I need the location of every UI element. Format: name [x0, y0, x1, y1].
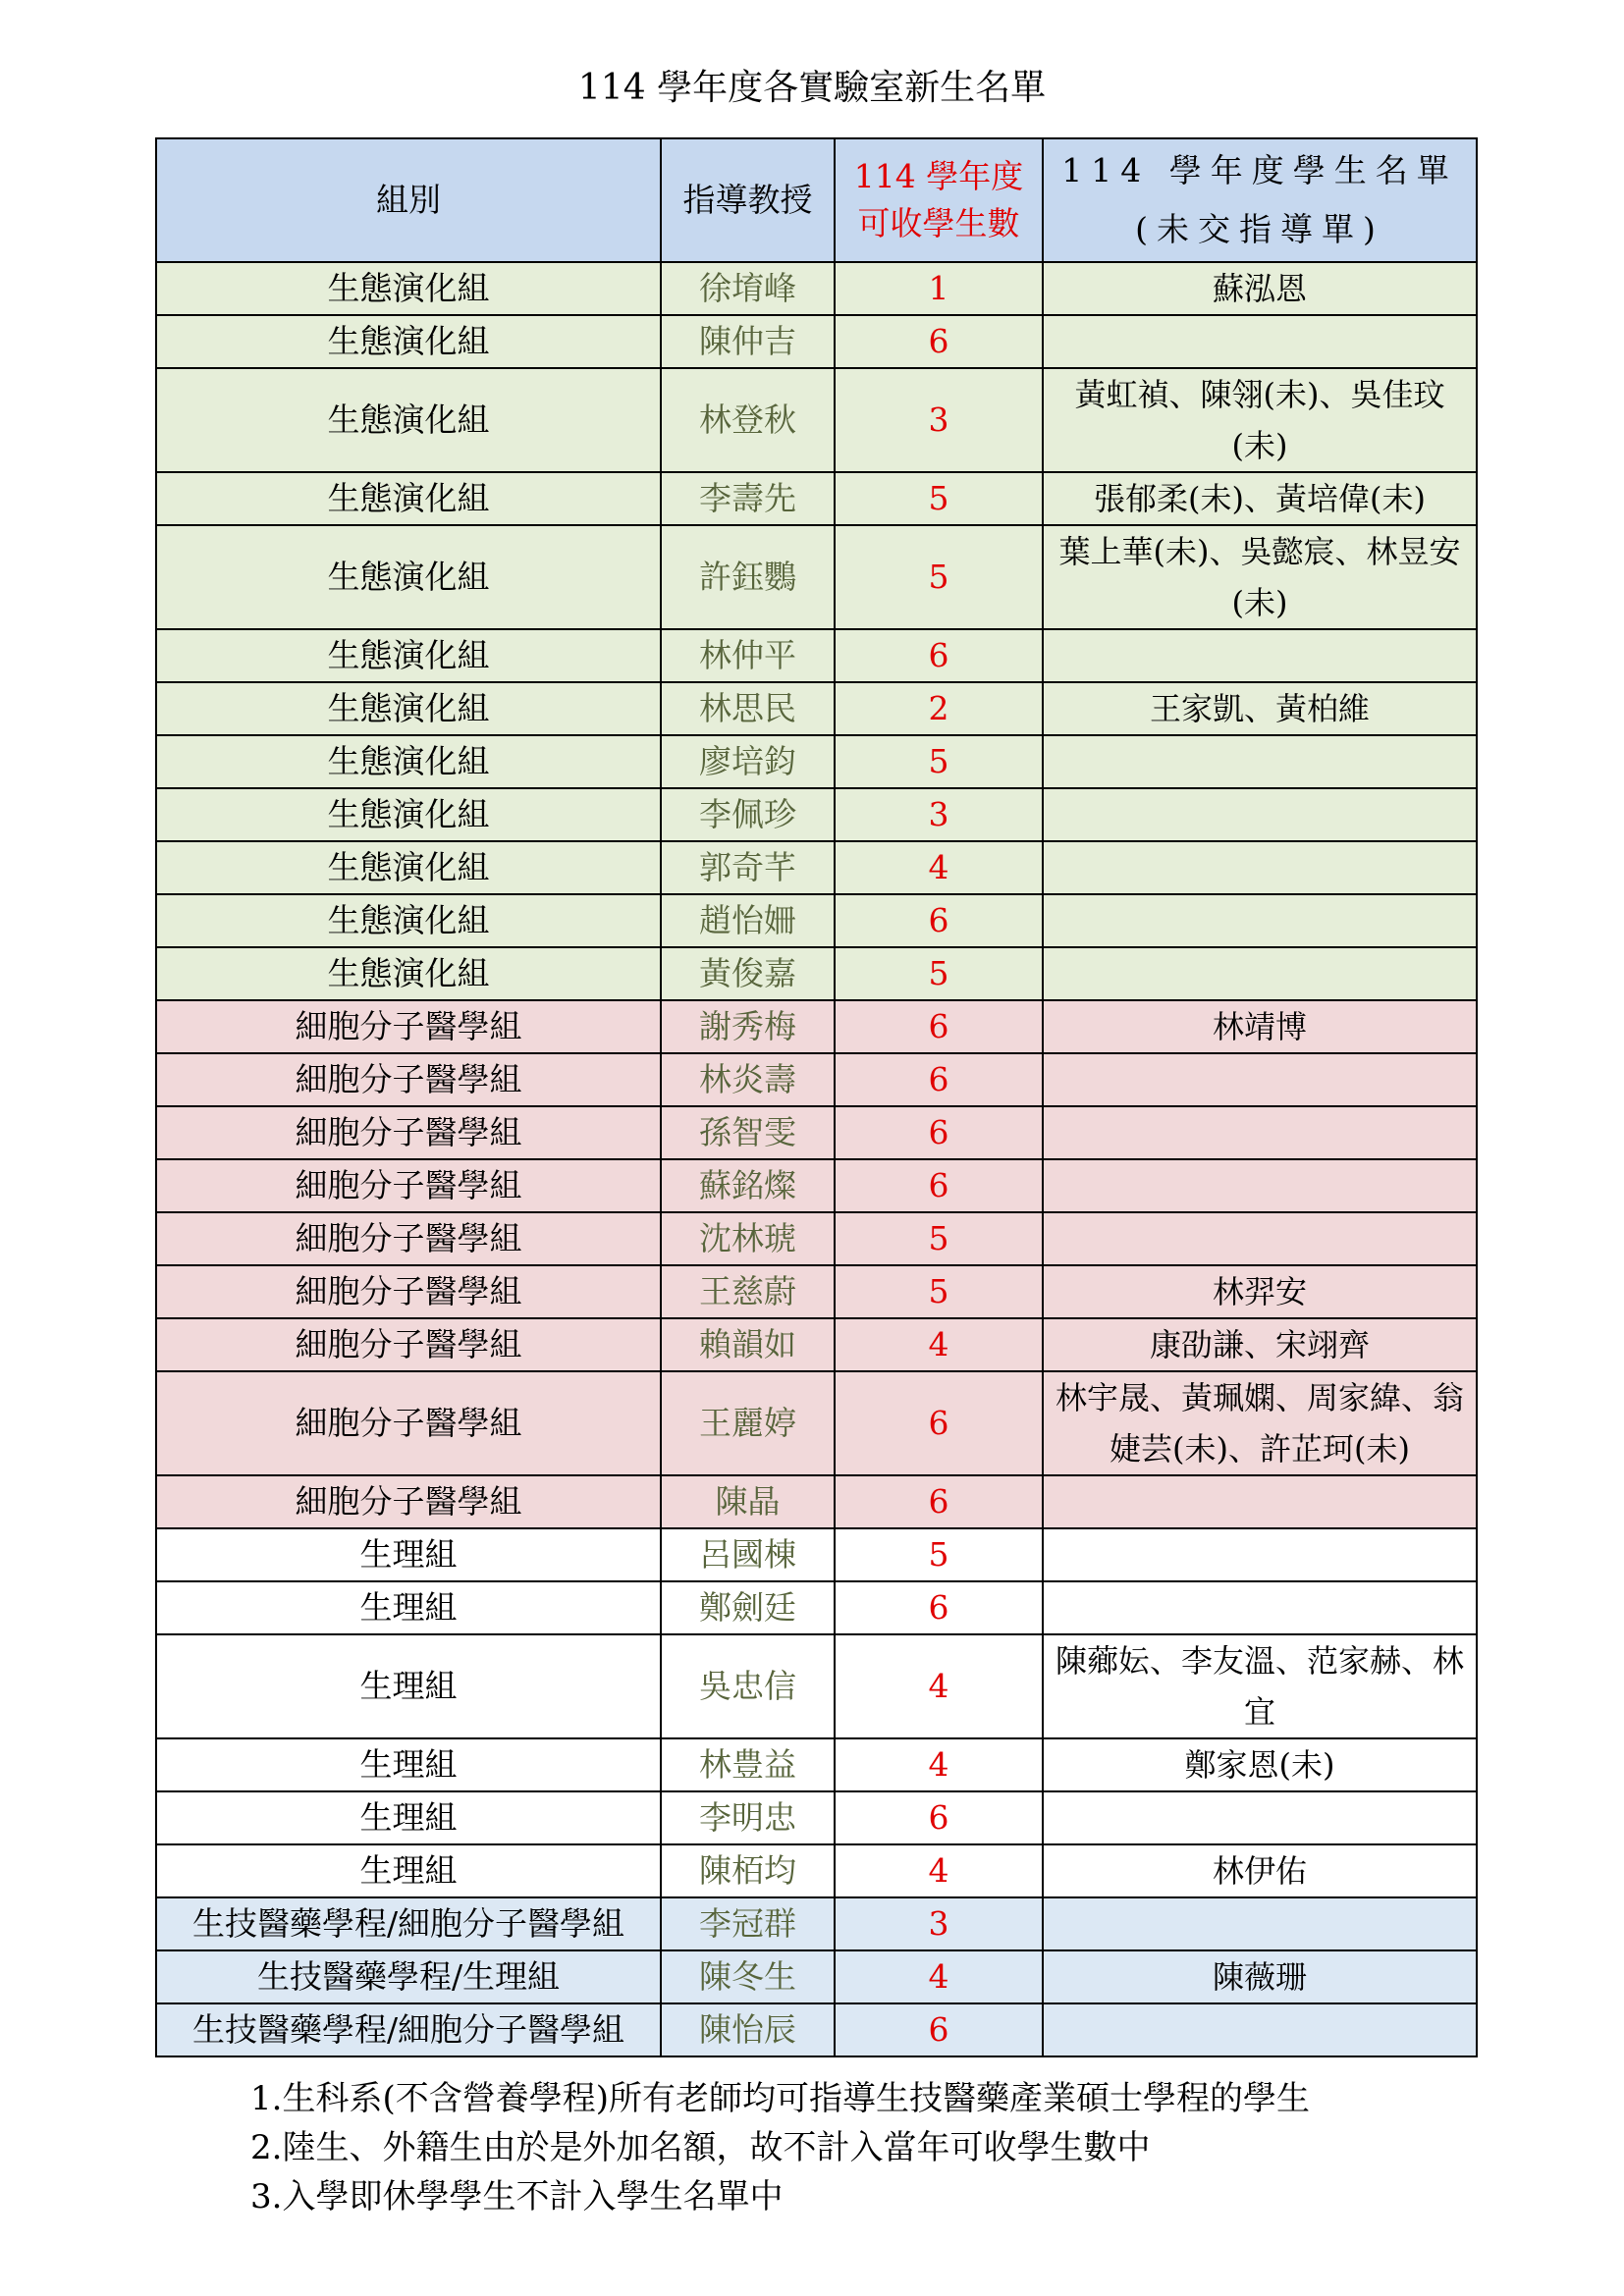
- professor-cell: 王慈蔚: [661, 1265, 835, 1318]
- students-cell: [1043, 788, 1477, 841]
- header-quota-line1: 114 學年度: [853, 157, 1024, 195]
- quota-cell: 4: [835, 1950, 1043, 2003]
- header-quota: [835, 138, 1043, 262]
- professor-cell: 林思民: [661, 682, 835, 735]
- professor-cell: 鄭劍廷: [661, 1581, 835, 1634]
- professor-cell: 李佩珍: [661, 788, 835, 841]
- table-row: [156, 1475, 1477, 1528]
- professor-cell: 趙怡姍: [661, 894, 835, 947]
- students-cell: 康劭謙、宋翊齊: [1043, 1318, 1477, 1371]
- table-row: [156, 1000, 1477, 1053]
- quota-cell: 6: [835, 1106, 1043, 1159]
- table-body: [156, 262, 1477, 2056]
- quota-cell: 6: [835, 1475, 1043, 1528]
- professor-cell: 郭奇芊: [661, 841, 835, 894]
- group-cell: 細胞分子醫學組: [156, 1371, 661, 1475]
- group-cell: 生理組: [156, 1581, 661, 1634]
- students-cell: [1043, 1159, 1477, 1212]
- students-cell: [1043, 1475, 1477, 1528]
- students-cell: 鄭家恩(未): [1043, 1738, 1477, 1791]
- students-cell: 林伊佑: [1043, 1844, 1477, 1897]
- table-row: [156, 788, 1477, 841]
- quota-cell: 4: [835, 841, 1043, 894]
- quota-cell: 5: [835, 947, 1043, 1000]
- group-cell: 細胞分子醫學組: [156, 1106, 661, 1159]
- table-row: [156, 525, 1477, 629]
- table-row: [156, 1265, 1477, 1318]
- table-row: [156, 1106, 1477, 1159]
- table-row: [156, 682, 1477, 735]
- students-cell: [1043, 1528, 1477, 1581]
- table-row: [156, 894, 1477, 947]
- page-title: 114 學年度各實驗室新生名單: [577, 68, 1047, 108]
- students-cell: [1043, 947, 1477, 1000]
- professor-cell: 陳栢均: [661, 1844, 835, 1897]
- quota-cell: 6: [835, 2003, 1043, 2056]
- students-cell: [1043, 735, 1477, 788]
- table-row: [156, 2003, 1477, 2056]
- table-row: [156, 1159, 1477, 1212]
- quota-cell: 6: [835, 1791, 1043, 1844]
- table-row: [156, 629, 1477, 682]
- table-row: [156, 1950, 1477, 2003]
- quota-cell: 5: [835, 1265, 1043, 1318]
- students-cell: 張郁柔(未)、黃培偉(未): [1043, 472, 1477, 525]
- group-cell: 生理組: [156, 1528, 661, 1581]
- students-cell: [1043, 1897, 1477, 1950]
- group-cell: 生態演化組: [156, 788, 661, 841]
- students-cell: 林羿安: [1043, 1265, 1477, 1318]
- quota-cell: 6: [835, 1371, 1043, 1475]
- quota-cell: 3: [835, 788, 1043, 841]
- group-cell: 生態演化組: [156, 894, 661, 947]
- quota-cell: 6: [835, 315, 1043, 368]
- professor-cell: 吳忠信: [661, 1634, 835, 1738]
- footnote-3: 3.入學即休學學生不計入學生名單中: [250, 2177, 784, 2216]
- header-professor: 指導教授: [661, 138, 835, 262]
- group-cell: 生理組: [156, 1738, 661, 1791]
- students-cell: 王家凱、黃柏維: [1043, 682, 1477, 735]
- professor-cell: 陳冬生: [661, 1950, 835, 2003]
- table-row: [156, 1791, 1477, 1844]
- students-cell: [1043, 1053, 1477, 1106]
- quota-cell: 5: [835, 472, 1043, 525]
- students-cell: [1043, 1791, 1477, 1844]
- header-student-list-line1: 114 學年度學生名單: [1061, 151, 1458, 189]
- table-row: [156, 1634, 1477, 1738]
- group-cell: 細胞分子醫學組: [156, 1265, 661, 1318]
- quota-cell: 4: [835, 1318, 1043, 1371]
- professor-cell: 沈林琥: [661, 1212, 835, 1265]
- students-cell: 蘇泓恩: [1043, 262, 1477, 315]
- table-row: [156, 472, 1477, 525]
- professor-cell: 廖培鈞: [661, 735, 835, 788]
- students-cell: [1043, 1106, 1477, 1159]
- table-row: [156, 1844, 1477, 1897]
- group-cell: 細胞分子醫學組: [156, 1053, 661, 1106]
- group-cell: 生技醫藥學程/細胞分子醫學組: [156, 1897, 661, 1950]
- quota-cell: 6: [835, 1581, 1043, 1634]
- quota-cell: 2: [835, 682, 1043, 735]
- group-cell: 細胞分子醫學組: [156, 1475, 661, 1528]
- professor-cell: 林炎壽: [661, 1053, 835, 1106]
- table-row: [156, 1897, 1477, 1950]
- group-cell: 生理組: [156, 1634, 661, 1738]
- table-row: [156, 1212, 1477, 1265]
- professor-cell: 王麗婷: [661, 1371, 835, 1475]
- students-cell: 陳薇珊: [1043, 1950, 1477, 2003]
- table-row: [156, 1053, 1477, 1106]
- table-row: [156, 368, 1477, 472]
- students-cell: 黃虹禎、陳翎(未)、吳佳玟(未): [1043, 368, 1477, 472]
- students-cell: 葉上華(未)、吳懿宸、林昱安(未): [1043, 525, 1477, 629]
- students-cell: [1043, 315, 1477, 368]
- quota-cell: 6: [835, 894, 1043, 947]
- professor-cell: 賴韻如: [661, 1318, 835, 1371]
- professor-cell: 呂國棟: [661, 1528, 835, 1581]
- table-row: [156, 1581, 1477, 1634]
- professor-cell: 許鈺鸚: [661, 525, 835, 629]
- quota-cell: 5: [835, 525, 1043, 629]
- professor-cell: 陳仲吉: [661, 315, 835, 368]
- header-quota-line2: 可收學生數: [857, 204, 1020, 242]
- professor-cell: 陳晶: [661, 1475, 835, 1528]
- quota-cell: 3: [835, 368, 1043, 472]
- header-student-list-line2: (未交指導單): [1135, 210, 1384, 248]
- group-cell: 生態演化組: [156, 629, 661, 682]
- group-cell: 生態演化組: [156, 368, 661, 472]
- group-cell: 生技醫藥學程/生理組: [156, 1950, 661, 2003]
- professor-cell: 李冠群: [661, 1897, 835, 1950]
- group-cell: 生態演化組: [156, 472, 661, 525]
- quota-cell: 1: [835, 262, 1043, 315]
- header-group: 組別: [156, 138, 661, 262]
- students-cell: 陳薌妘、李友溫、范家赫、林宜: [1043, 1634, 1477, 1738]
- group-cell: 生態演化組: [156, 947, 661, 1000]
- students-cell: [1043, 2003, 1477, 2056]
- group-cell: 生態演化組: [156, 682, 661, 735]
- students-cell: 林靖博: [1043, 1000, 1477, 1053]
- professor-cell: 蘇銘燦: [661, 1159, 835, 1212]
- professor-cell: 李明忠: [661, 1791, 835, 1844]
- professor-cell: 徐堉峰: [661, 262, 835, 315]
- header-student-list: [1043, 138, 1477, 262]
- table-row: [156, 262, 1477, 315]
- group-cell: 生理組: [156, 1844, 661, 1897]
- quota-cell: 6: [835, 629, 1043, 682]
- professor-cell: 林豊益: [661, 1738, 835, 1791]
- professor-cell: 陳怡辰: [661, 2003, 835, 2056]
- group-cell: 細胞分子醫學組: [156, 1159, 661, 1212]
- professor-cell: 李壽先: [661, 472, 835, 525]
- professor-cell: 黃俊嘉: [661, 947, 835, 1000]
- group-cell: 細胞分子醫學組: [156, 1318, 661, 1371]
- professor-cell: 孫智雯: [661, 1106, 835, 1159]
- group-cell: 細胞分子醫學組: [156, 1212, 661, 1265]
- students-cell: [1043, 841, 1477, 894]
- professor-cell: 林仲平: [661, 629, 835, 682]
- quota-cell: 5: [835, 735, 1043, 788]
- footnote-2: 2.陸生、外籍生由於是外加名額，故不計入當年可收學生數中: [250, 2128, 1151, 2167]
- quota-cell: 6: [835, 1053, 1043, 1106]
- quota-cell: 4: [835, 1738, 1043, 1791]
- table-row: [156, 1528, 1477, 1581]
- footnote-1: 1.生科系(不含營養學程)所有老師均可指導生技醫藥產業碩士學程的學生: [250, 2079, 1310, 2118]
- quota-cell: 4: [835, 1844, 1043, 1897]
- students-cell: [1043, 1581, 1477, 1634]
- quota-cell: 4: [835, 1634, 1043, 1738]
- table-row: [156, 1371, 1477, 1475]
- quota-cell: 5: [835, 1528, 1043, 1581]
- table-row: [156, 841, 1477, 894]
- footnotes: [250, 2074, 1527, 2221]
- lab-student-table: [155, 137, 1478, 2057]
- table-header-row: [156, 138, 1477, 262]
- group-cell: 生態演化組: [156, 262, 661, 315]
- group-cell: 生態演化組: [156, 841, 661, 894]
- group-cell: 生理組: [156, 1791, 661, 1844]
- group-cell: 生態演化組: [156, 735, 661, 788]
- table-row: [156, 315, 1477, 368]
- quota-cell: 6: [835, 1000, 1043, 1053]
- table-row: [156, 1738, 1477, 1791]
- group-cell: 細胞分子醫學組: [156, 1000, 661, 1053]
- table-row: [156, 1318, 1477, 1371]
- group-cell: 生技醫藥學程/細胞分子醫學組: [156, 2003, 661, 2056]
- professor-cell: 林登秋: [661, 368, 835, 472]
- group-cell: 生態演化組: [156, 315, 661, 368]
- quota-cell: 3: [835, 1897, 1043, 1950]
- students-cell: [1043, 1212, 1477, 1265]
- quota-cell: 5: [835, 1212, 1043, 1265]
- students-cell: 林宇晟、黃珮嫻、周家緯、翁婕芸(未)、許芷珂(未): [1043, 1371, 1477, 1475]
- table-row: [156, 947, 1477, 1000]
- professor-cell: 謝秀梅: [661, 1000, 835, 1053]
- students-cell: [1043, 894, 1477, 947]
- table-row: [156, 735, 1477, 788]
- quota-cell: 6: [835, 1159, 1043, 1212]
- students-cell: [1043, 629, 1477, 682]
- group-cell: 生態演化組: [156, 525, 661, 629]
